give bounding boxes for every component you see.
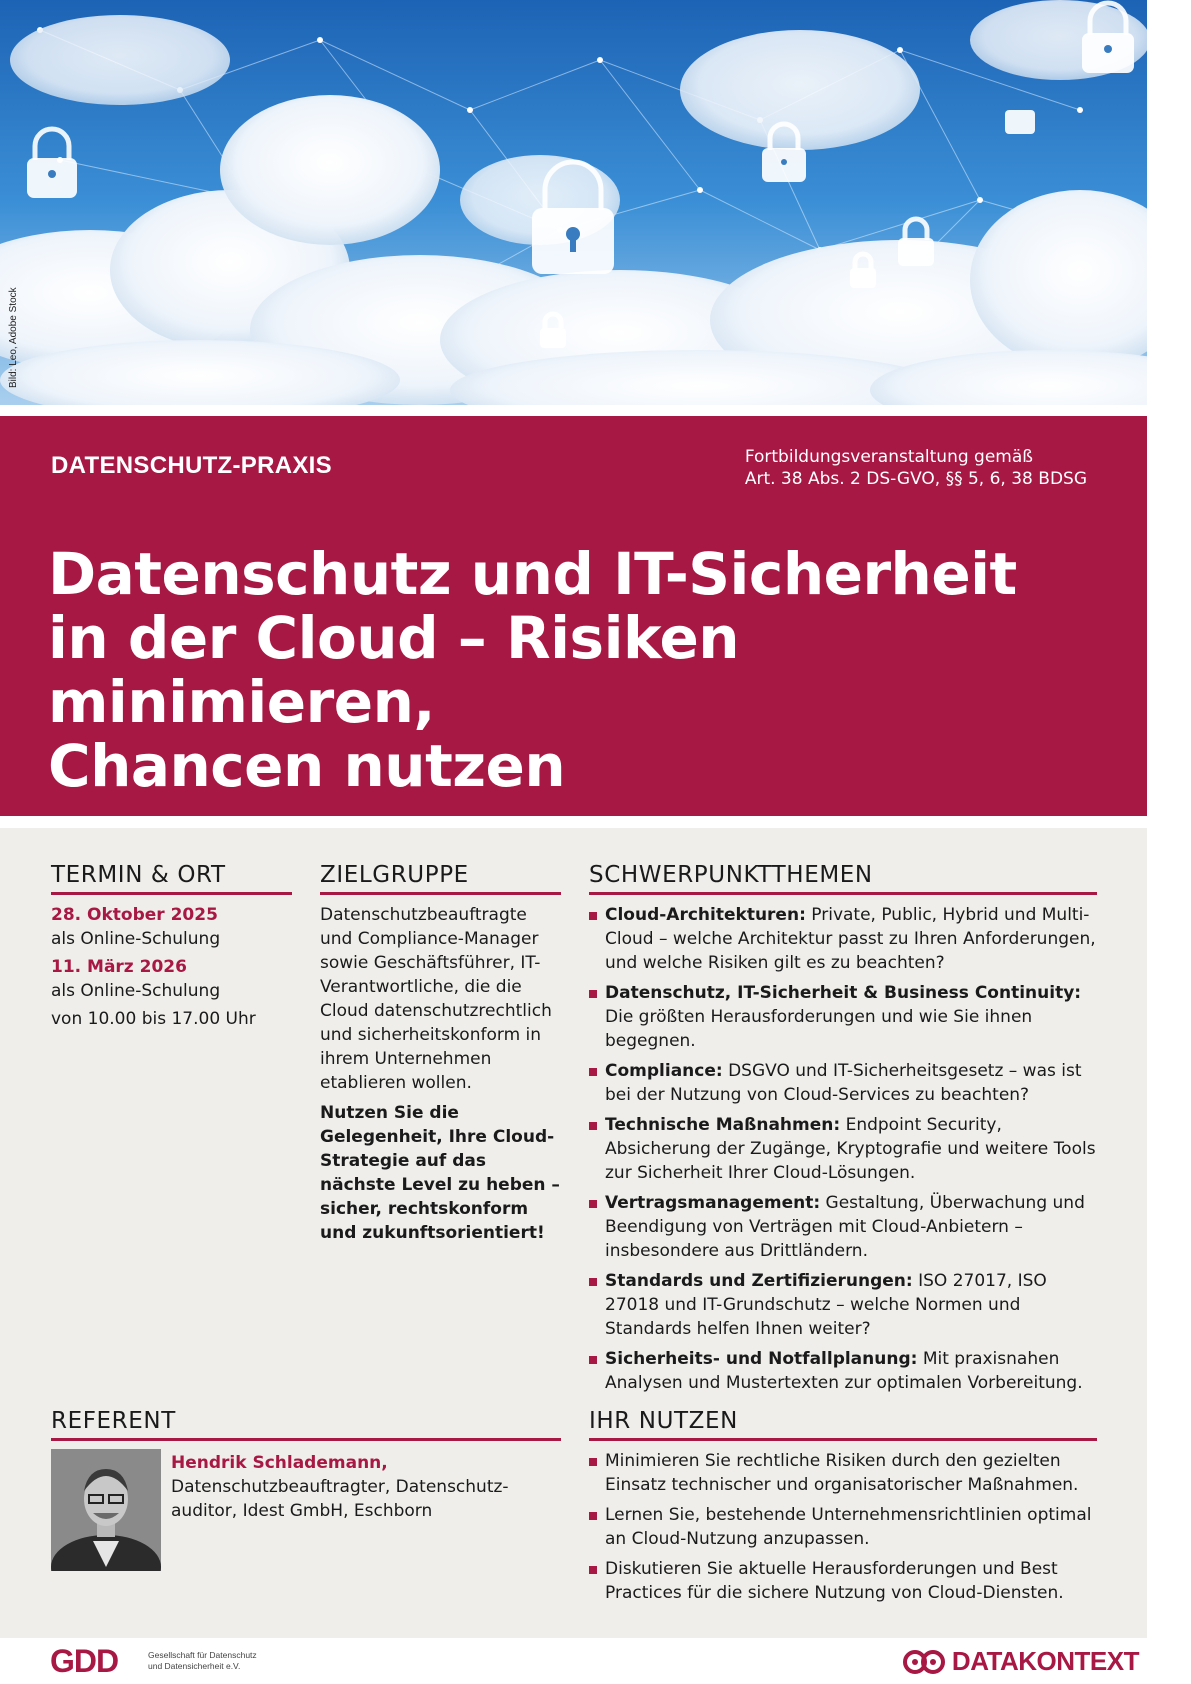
gdd-name-line: und Datensicherheit e.V. xyxy=(148,1661,241,1671)
zielgruppe-text: Datenschutzbeauftragte und Compliance-Manager sowie Geschäftsführer, IT-Verantwortliche, die die Cloud datenschutzrechtlich und sicherheitskonform in ihrem Unternehmen etablieren wollen. xyxy=(320,905,552,1093)
place-2: als Online-Schulung xyxy=(51,981,221,1001)
list-item: Lernen Sie, bestehende Unternehmensrichtlinien optimal an Cloud-Nutzung anzupassen. xyxy=(589,1503,1097,1551)
item-text: Gestaltung, Überwachung und Beendigung von Verträgen mit Cloud-Anbietern – insbesondere aus Drittländern. xyxy=(605,1193,1085,1261)
nutzen-list xyxy=(589,1449,1097,1605)
datakontext-logo xyxy=(902,1646,1139,1677)
item-text: Private, Public, Hybrid und Multi-Cloud – welche Architektur passt zu Ihren Anforderungen, und welche Risiken gilt es zu beachten? xyxy=(605,905,1096,973)
speaker-role: Datenschutzbeauftragter, Datenschutz- xyxy=(171,1477,509,1497)
item-bold: Vertragsmanagement: xyxy=(605,1193,821,1213)
title-banner xyxy=(0,416,1147,816)
datakontext-mark-icon xyxy=(902,1647,946,1677)
termin-section xyxy=(51,862,292,1031)
person-icon xyxy=(51,1449,161,1571)
image-credit: Bild: Leo, Adobe Stock xyxy=(8,287,19,388)
item-bold: Standards und Zertifizierungen: xyxy=(605,1271,913,1291)
accreditation-note xyxy=(745,446,1087,490)
title-line: Chancen nutzen xyxy=(48,732,566,800)
item-bold: Datenschutz, IT-Sicherheit & Business Continuity: xyxy=(605,983,1082,1003)
accreditation-line: Fortbildungsveranstaltung gemäß xyxy=(744,447,1033,467)
zielgruppe-highlight: Nutzen Sie die Gelegenheit, Ihre Cloud-Strategie auf das nächste Level zu heben – sicher, rechtskonform und zukunftsorientiert! xyxy=(320,1103,560,1243)
zielgruppe-section xyxy=(320,862,561,1245)
hero-image xyxy=(0,0,1147,405)
referent-section xyxy=(51,1408,561,1575)
schwerpunkte-list xyxy=(589,903,1097,1395)
list-item xyxy=(589,1269,1097,1341)
schwerpunkte-section xyxy=(589,862,1097,1401)
gdd-logo: GDD xyxy=(50,1643,119,1679)
place-1: als Online-Schulung xyxy=(51,929,221,949)
list-item: Diskutieren Sie aktuelle Herausforderungen und Best Practices für die sichere Nutzung von Cloud-Diensten. xyxy=(589,1557,1097,1605)
content-panel xyxy=(0,828,1147,1638)
nutzen-heading: IHR NUTZEN xyxy=(589,1408,1097,1441)
title-line: in der Cloud – Risiken minimieren, xyxy=(48,604,740,736)
cloud-security-illustration xyxy=(0,0,1147,405)
list-item xyxy=(589,1191,1097,1263)
footer xyxy=(0,1640,1147,1684)
speaker-role: auditor, Idest GmbH, Eschborn xyxy=(171,1501,433,1521)
item-bold: Cloud-Architekturen: xyxy=(605,905,806,925)
item-bold: Sicherheits- und Notfallplanung: xyxy=(605,1349,918,1369)
time: von 10.00 bis 17.00 Uhr xyxy=(51,1009,256,1029)
referent-body xyxy=(51,1449,561,1575)
item-bold: Compliance: xyxy=(605,1061,723,1081)
date-1: 28. Oktober 2025 xyxy=(51,905,218,925)
item-text: Die größten Herausforderungen und wie Sie ihnen begegnen. xyxy=(605,1007,1033,1051)
schwerpunkte-heading: SCHWERPUNKTTHEMEN xyxy=(589,862,1097,895)
list-item xyxy=(589,903,1097,975)
list-item xyxy=(589,1113,1097,1185)
referent-heading: REFERENT xyxy=(51,1408,561,1441)
item-text: Mit praxisnahen Analysen und Mustertexten zur optimalen Vorbereitung. xyxy=(605,1349,1083,1393)
gdd-name-line: Gesellschaft für Datenschutz xyxy=(148,1650,257,1660)
termin-heading: TERMIN & ORT xyxy=(51,862,292,895)
zielgruppe-heading: ZIELGRUPPE xyxy=(320,862,561,895)
list-item xyxy=(589,1347,1097,1395)
speaker-info xyxy=(171,1451,551,1523)
datakontext-name: DATAKONTEXT xyxy=(951,1646,1139,1676)
list-item: Minimieren Sie rechtliche Risiken durch den gezielten Einsatz technischer und organisatorischer Maßnahmen. xyxy=(589,1449,1097,1497)
item-text: Endpoint Security, Absicherung der Zugänge, Kryptografie und weitere Tools zur Sicherheit Ihrer Cloud-Lösungen. xyxy=(605,1115,1096,1183)
nutzen-section xyxy=(589,1408,1097,1611)
list-item xyxy=(589,1059,1097,1107)
item-text: DSGVO und IT-Sicherheitsgesetz – was ist bei der Nutzung von Cloud-Services zu beachten? xyxy=(605,1061,1082,1105)
date-2: 11. März 2026 xyxy=(51,957,187,977)
item-text: ISO 27017, ISO 27018 und IT-Grundschutz – welche Normen und Standards helfen Ihnen weiter? xyxy=(605,1271,1047,1339)
series-label: DATENSCHUTZ-PRAXIS xyxy=(51,452,332,479)
title-line: Datenschutz und IT-Sicherheit xyxy=(48,540,1017,608)
speaker-name: Hendrik Schlademann, xyxy=(171,1453,388,1473)
page-title xyxy=(48,542,1108,798)
accreditation-line: Art. 38 Abs. 2 DS-GVO, §§ 5, 6, 38 BDSG xyxy=(744,469,1087,489)
speaker-portrait xyxy=(51,1449,161,1571)
item-bold: Technische Maßnahmen: xyxy=(605,1115,841,1135)
gdd-name xyxy=(148,1650,257,1672)
list-item xyxy=(589,981,1097,1053)
